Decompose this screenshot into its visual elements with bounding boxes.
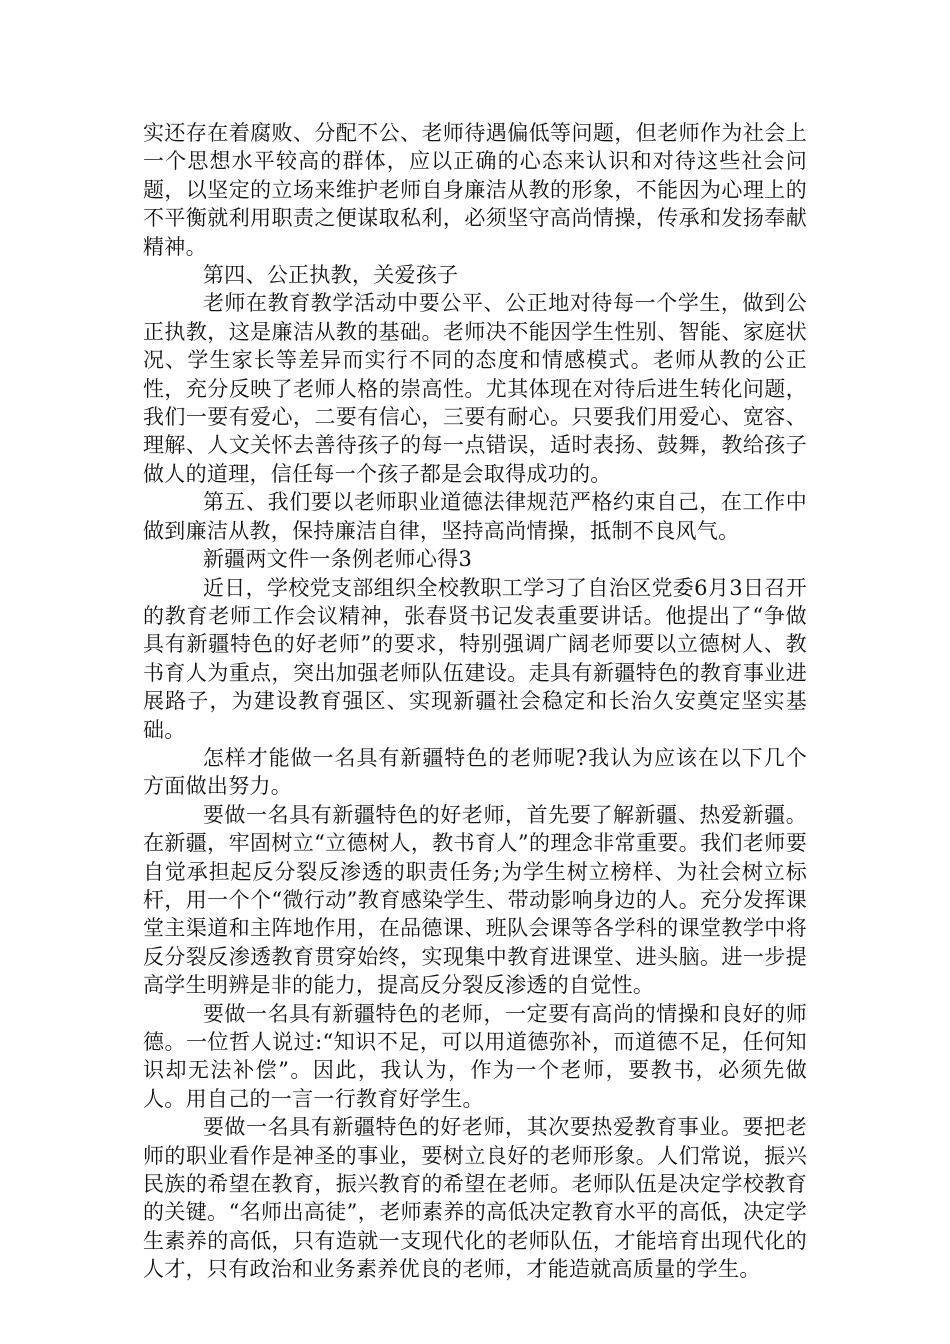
paragraph: 要做一名具有新疆特色的老师，一定要有高尚的情操和良好的师德。一位哲人说过:“知识不足，可以用道德弥补，而道德不足，任何知识却无法补偿”。因此，我认为，作为一个老师，要教书，必须先做人。用自己的一言一行教育好学生。 — [143, 1001, 807, 1111]
paragraph: 老师在教育教学活动中要公平、公正地对待每一个学生，做到公正执教，这是廉洁从教的基础。老师决不能因学生性别、智能、家庭状况、学生家长等差异而实行不同的态度和情感模式。老师从教的公正性，充分反映了老师人格的崇高性。尤其体现在对待后进生转化问题，我们一要有爱心，二要有信心，三要有耐心。只要我们用爱心、宽容、理解、人文关怀去善待孩子的每一点错误，适时表扬、鼓舞，教给孩子做人的道理，信任每一个孩子都是会取得成功的。 — [143, 291, 807, 486]
paragraph: 近日，学校党支部组织全校教职工学习了自治区党委6月3日召开的教育老师工作会议精神，张春贤书记发表重要讲话。他提出了“争做具有新疆特色的好老师”的要求，特别强调广阔老师要以立德树人、教书育人为重点，突出加强老师队伍建设。走具有新疆特色的教育事业进展路子，为建设教育强区、实现新疆社会稳定和长治久安奠定坚实基础。 — [143, 575, 807, 742]
paragraph: 要做一名具有新疆特色的好老师，首先要了解新疆、热爱新疆。在新疆，牢固树立“立德树人，教书育人”的理念非常重要。我们老师要自觉承担起反分裂反渗透的职责任务;为学生树立榜样、为社会树立标杆，用一个个“微行动”教育感染学生、带动影响身边的人。充分发挥课堂主渠道和主阵地作用，在品德课、班队会课等各学科的课堂教学中将反分裂反渗透教育贯穿始终，实现集中教育进课堂、进头脑。进一步提高学生明辨是非的能力，提高反分裂反渗透的自觉性。 — [143, 802, 807, 998]
document-page — [143, 119, 807, 1284]
paragraph: 要做一名具有新疆特色的好老师，其次要热爱教育事业。要把老师的职业看作是神圣的事业，要树立良好的老师形象。人们常说，振兴民族的希望在教育，振兴教育的希望在老师。老师队伍是决定学校教育的关键。“名师出高徒”，老师素养的高低决定教育水平的高低，决定学生素养的高低，只有造就一支现代化的老师队伍，才能培育出现代化的人才，只有政治和业务素养优良的老师，才能造就高质量的学生。 — [143, 1115, 807, 1282]
section-heading: 新疆两文件一条例老师心得3 — [202, 547, 473, 572]
paragraph: 实还存在着腐败、分配不公、老师待遇偏低等问题，但老师作为社会上一个思想水平较高的群体，应以正确的心态来认识和对待这些社会问题，以坚定的立场来维护老师自身廉洁从教的形象，不能因为心理上的不平衡就利用职责之便谋取私利，必须坚守高尚情操，传承和发扬奉献精神。 — [143, 121, 807, 259]
paragraph: 怎样才能做一名具有新疆特色的老师呢?我认为应该在以下几个方面做出努力。 — [143, 745, 807, 799]
paragraph: 第五、我们要以老师职业道德法律规范严格约束自己，在工作中做到廉洁从教，保持廉洁自律，坚持高尚情操，抵制不良风气。 — [143, 490, 807, 543]
section-heading: 第四、公正执教，关爱孩子 — [202, 263, 459, 288]
